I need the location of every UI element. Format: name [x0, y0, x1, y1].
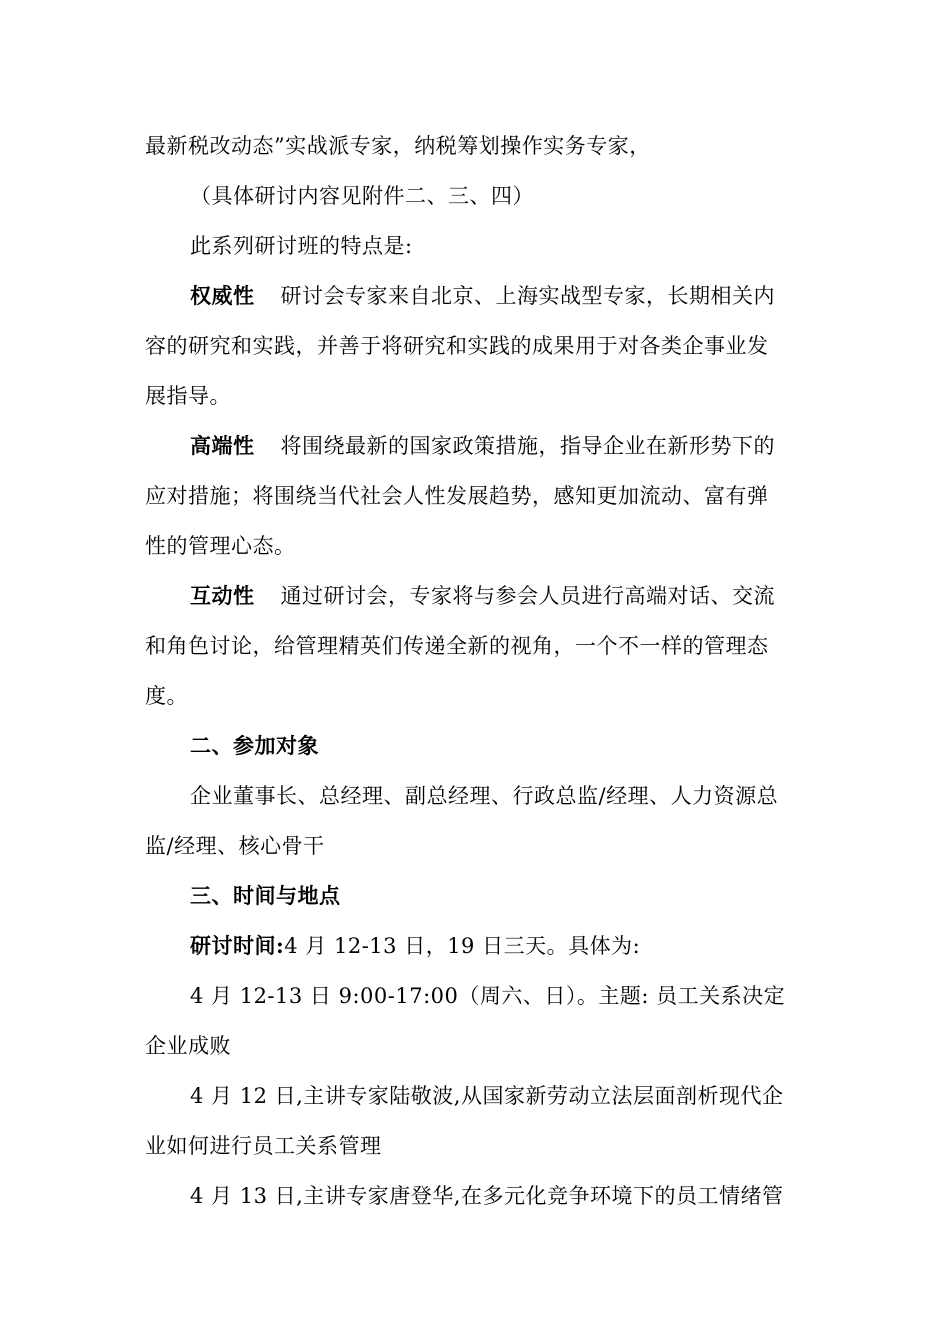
- feature-text: 研讨会专家来自北京、上海实战型专家，长期相关内: [280, 284, 775, 308]
- feature-heading: 互动性: [190, 583, 255, 608]
- paragraph-line: 性的管理心态。: [145, 534, 296, 558]
- paragraph-line: 企业成败: [145, 1034, 231, 1058]
- paragraph-line: 容的研究和实践，并善于将研究和实践的成果用于对各类企事业发: [145, 334, 769, 358]
- feature-text: 将围绕最新的国家政策措施，指导企业在新形势下的: [280, 434, 775, 458]
- paragraph-line: 最新税改动态”实战派专家，纳税筹划操作实务专家，: [145, 134, 651, 158]
- paragraph-line: 业如何进行员工关系管理: [145, 1134, 382, 1158]
- paragraph-line: 应对措施；将围绕当代社会人性发展趋势，感知更加流动、富有弹: [145, 484, 769, 508]
- paragraph-line: 展指导。: [145, 384, 231, 408]
- paragraph-line: 和角色讨论，给管理精英们传递全新的视角，一个不一样的管理态: [145, 634, 769, 658]
- schedule-line: [190, 931, 815, 961]
- paragraph-line: 监/经理、核心骨干: [145, 834, 325, 858]
- paragraph-line: 4 月 12 日,主讲专家陆敬波,从国家新劳动立法层面剖析现代企: [190, 1084, 784, 1108]
- paragraph-line: 4 月 13 日,主讲专家唐登华,在多元化竞争环境下的员工情绪管: [190, 1184, 784, 1208]
- paragraph-line: 此系列研讨班的特点是:: [190, 234, 413, 258]
- section-heading-participants: 二、参加对象: [190, 733, 319, 758]
- feature-interactive-line: [190, 581, 815, 611]
- feature-text: 通过研讨会，专家将与参会人员进行高端对话、交流: [280, 584, 775, 608]
- paragraph-line: （具体研讨内容见附件二、三、四）: [190, 184, 534, 208]
- schedule-text: 4 月 12-13 日，19 日三天。具体为:: [284, 934, 641, 958]
- feature-heading: 高端性: [190, 433, 255, 458]
- feature-heading: 权威性: [190, 283, 255, 308]
- schedule-label: 研讨时间:: [190, 933, 285, 958]
- feature-highend-line: [190, 431, 815, 461]
- section-heading-time-place: 三、时间与地点: [190, 883, 341, 908]
- paragraph-line: 4 月 12-13 日 9:00-17:00（周六、日）。主题: 员工关系决定: [190, 984, 786, 1008]
- feature-authority-line: [190, 281, 815, 311]
- paragraph-line: 企业董事长、总经理、副总经理、行政总监/经理、人力资源总: [190, 784, 779, 808]
- paragraph-line: 度。: [145, 684, 188, 708]
